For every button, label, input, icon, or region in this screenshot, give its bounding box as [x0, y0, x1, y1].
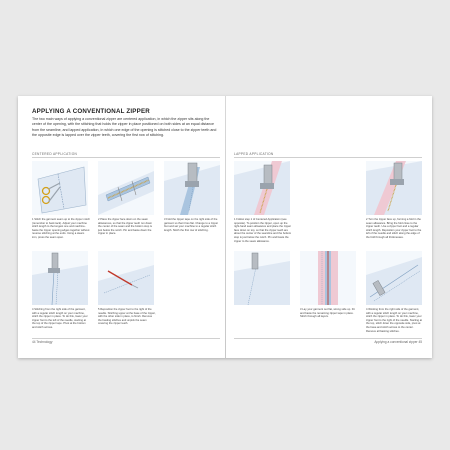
section-rule [234, 157, 422, 158]
page-number-left: 44 Technology [32, 340, 53, 344]
illustration-centered-step-2 [98, 161, 154, 215]
page-gutter [225, 96, 226, 358]
section-label-lapped: LAPPED APPLICATION [234, 152, 274, 156]
illustration-centered-step-1 [32, 161, 88, 215]
page-title: APPLYING A CONVENTIONAL ZIPPER [32, 108, 150, 115]
illustration-lapped-step-4 [366, 251, 422, 305]
illustration-centered-step-3 [164, 161, 220, 215]
finished-lapped-zipper-illustration [366, 251, 422, 305]
garment-flat-stitching-illustration [234, 251, 290, 305]
intro-paragraph: The two main ways of applying a conventional zipper are centered application, in which the zipper sits along the center of the opening, with the stitching that holds the zipper in place positioned on both sides at an equal distance from the seamline, and lapped application, in which one edge of the opening is stitched close to the zipper teeth and the opposite edge is lapped over the zipper teeth, covering the first row of stitching. [32, 117, 217, 137]
section-label-centered: CENTERED APPLICATION [32, 152, 78, 156]
caption-lapped-step-2: 2 Turn the zipper face up, forming a fold in the seam allowance. Bring the fold close to the zipper teeth. Use a zipper foot and a regular stitch length. Reposition your zipper foot to the left of the needle and stitch along the edge of the fold through all thicknesses. [366, 218, 422, 239]
removing-basting-illustration [98, 251, 154, 305]
caption-lapped-step-1: 1 Follow step 1 of Centered Application (see opposite). To position the zipper, open up the right-hand seam allowance and place the zipper face down on top, so that the zipper teeth are about the center of the seamline and the bottom stop is just below the notch. Pin and baste the zipper to the seam allowance. [234, 218, 292, 243]
illustration-lapped-step-3 [234, 251, 290, 305]
zipper-foot-left-stitching-illustration [366, 161, 422, 215]
zipper-foot-on-pink-fabric-illustration [234, 161, 290, 215]
illustration-centered-step-5 [98, 251, 154, 305]
folio-rule-left [32, 338, 220, 339]
stitching-right-side-illustration [32, 251, 88, 305]
illustration-lapped-step-2 [366, 161, 422, 215]
caption-centered-step-2: 2 Place the zipper face down on the seam allowances, so that the zipper teeth run down the center of the seam and the bottom stop is just below the notch. Pin and baste down the zipper in place. [98, 218, 152, 236]
zipper-pinned-on-seam-illustration [98, 161, 154, 215]
page-number-right: Applying a conventional zipper 45 [374, 340, 422, 344]
zipper-foot-stitching-illustration [164, 161, 220, 215]
illustration-centered-step-4 [32, 251, 88, 305]
caption-lapped-step-4: 4 Working from the right side of the garment, with a regular stitch length on your machine, stitch the zipper in place. To do this, lower your zipper foot to the right of the needle. Starting at the top, stitch down the opposite side, pivot at the base and stitch across to the center. Remove all basting stitches. [366, 308, 423, 333]
book-spread [18, 96, 432, 358]
caption-centered-step-1: 1 Stitch the garment seam up to the zipper notch (remember to back tack). Adjust your machine stitch length to the longest one and machine-baste the zipper opening edges together without reverse stitching at the ends. Using a steam iron, press the seam open. [32, 218, 90, 239]
caption-centered-step-4: 4 Stitching from the right side of the garment, with a regular stitch length on your machine, stitch the zipper in place. To do this, lower your zipper foot to the left of the needle, starting at the top of the zipper tape. Pivot at the bottom and stitch across. [32, 308, 88, 329]
illustration-lapped-step-3b [300, 251, 356, 305]
caption-centered-step-3: 3 Fold the zipper tape on the right side of the garment so that it lies flat. Change to a zipper foot and set your machine to a regular stitch length. Stitch the first row of stitching. [164, 218, 219, 232]
caption-centered-step-5: 5 Reposition the zipper foot to the right of the needle. Stitching upper at the base of the zipper, with the other side in place, to finish. Remove the basting stitches and unpick the seam covering the zipper teeth. [98, 308, 156, 326]
section-rule [32, 157, 220, 158]
caption-lapped-step-3: 3 Lay your garment out flat, wrong side up. Fit and baste the remaining zipper tape in place. Stitch through all layers. [300, 308, 355, 319]
scissors-cutting-seam-illustration [32, 161, 88, 215]
zipper-tape-closeup-illustration [300, 251, 356, 305]
illustration-lapped-step-1 [234, 161, 290, 215]
folio-rule-right [234, 338, 422, 339]
